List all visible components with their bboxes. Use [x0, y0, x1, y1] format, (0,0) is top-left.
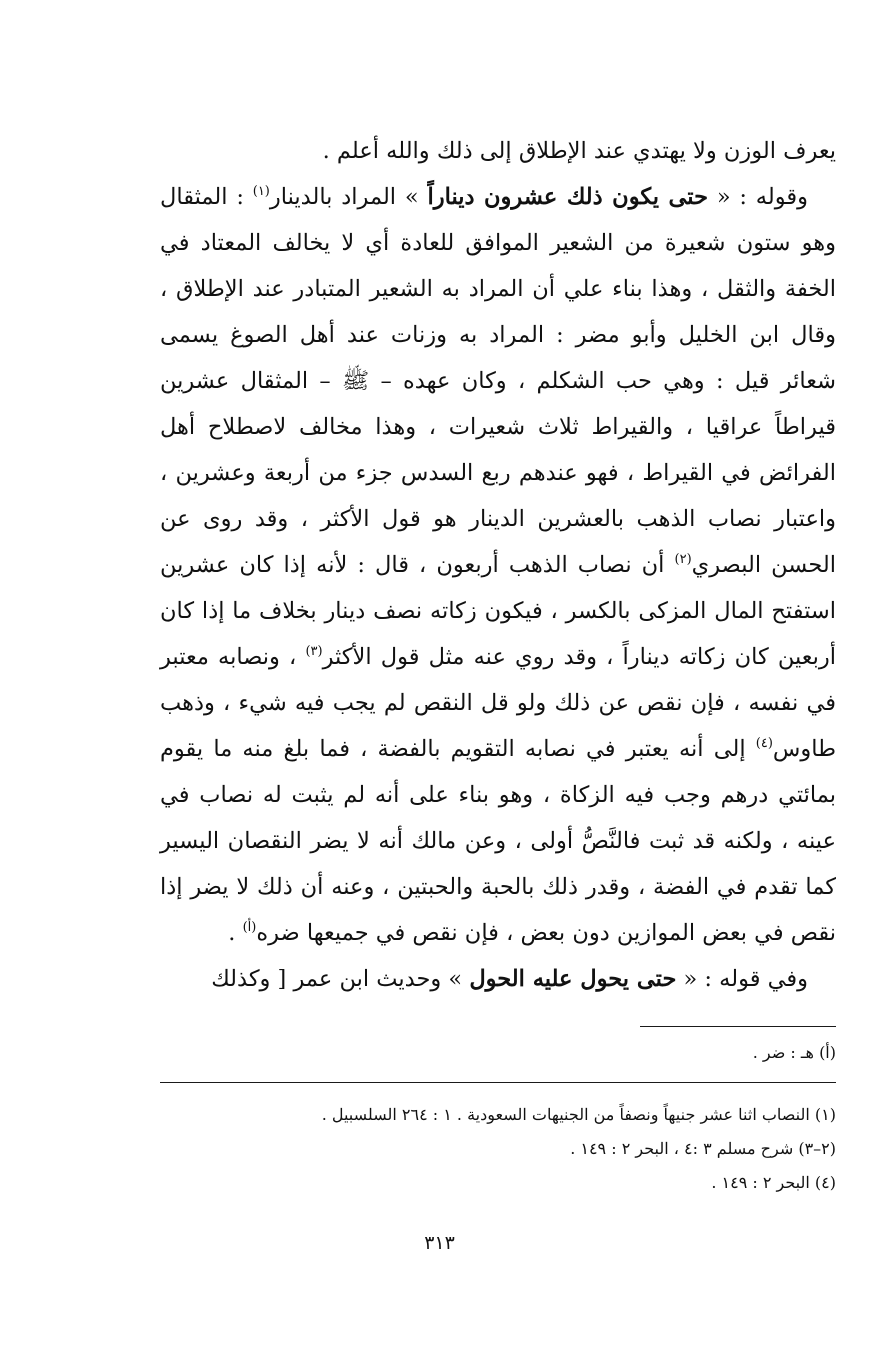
paragraph-1-text: يعرف الوزن ولا يهتدي عند الإطلاق إلى ذلك والله أعلم .	[322, 138, 836, 164]
main-text	[160, 128, 836, 1002]
footnotes-divider	[160, 1082, 836, 1083]
paragraph-2	[160, 174, 836, 956]
quote-open: وقوله : «	[716, 184, 808, 210]
marginal-note-divider	[640, 1026, 836, 1027]
footnote-ref-1: (١)	[252, 184, 270, 199]
footnote-3: (٤) البحر ٢ : ١٤٩ .	[711, 1173, 836, 1192]
paragraph-2-text-a: : المثقال وهو ستون شعيرة من الشعير الموافق للعادة أي لا يخالف المعتاد في الخفة والثقل ، وهذا بناء علي أن المراد به الشعير المتبادر عند الإطلاق ، وقال ابن الخليل وأبو مضر : المراد به وزنات عند أهل الصوغ يسمى شعائر قيل : وهي حب الشكلم ، وكان عهده – ﷺ – المثقال عشرين قيراطاً عراقيا ، والقيراط ثلاث شعيرات ، وهذا مخالف لاصطلاح أهل الفرائض في القيراط ، فهو عندهم ربع السدس جزء من أربعة وعشرين ، واعتبار نصاب الذهب بالعشرين الدينار هو قول الأكثر ، وقد روى عن الحسن البصري	[160, 184, 836, 578]
footnote-2: (٢–٣) شرح مسلم ٣ :٤ ، البحر ٢ : ١٤٩ .	[570, 1139, 836, 1158]
marginal-note: (أ) هـ : ضر .	[752, 1043, 836, 1062]
quote-close: » المراد بالدينار	[269, 184, 419, 210]
paragraph-2-end: .	[228, 920, 236, 946]
paragraph-1	[160, 128, 836, 174]
footnote-ref-4: (٤)	[755, 736, 773, 751]
paragraph-3-text: » وحديث ابن عمر [ وكذلك	[211, 966, 463, 992]
paragraph-2-text-b: أن نصاب الذهب أربعون ، قال : لأنه إذا كان عشرين استفتح المال المزكى بالكسر ، فيكون زكاته نصف دينار بخلاف ما إذا كان أربعين كان زكاته ديناراً ، وقد روي عنه مثل قول الأكثر	[160, 552, 837, 670]
footnote-1: (١) النصاب اثنا عشر جنيهاً ونصفاً من الجنيهات السعودية . ١ : ٢٦٤ السلسبيل .	[321, 1105, 836, 1124]
paragraph-2-text-c: ، ونصابه معتبر في نفسه ، فإن نقص عن ذلك ولو قل النقص لم يجب فيه شيء ، وذهب طاوس	[160, 644, 837, 762]
page-number: ٣١٣	[424, 1232, 455, 1254]
marginal-note-ref: (أ)	[242, 920, 257, 935]
footnote-ref-2: (٢)	[674, 552, 692, 567]
footnote-ref-3: (٣)	[305, 644, 323, 659]
paragraph-2-text-d: إلى أنه يعتبر في نصابه التقويم بالفضة ، فما بلغ منه ما يقوم بمائتي درهم وجب فيه الزكاة ، وهو بناء على أنه لم يثبت له نصاب في عينه ، ولكنه قد ثبت فالنَّصُّ أولى ، وعن مالك أنه لا يضر النقصان اليسير كما تقدم في الفضة ، وقدر ذلك بالحبة والحبتين ، وعنه أن ذلك لا يضر إذا نقص في بعض الموازين دون بعض ، فإن نقص في جميعها ضره	[160, 736, 836, 946]
hadith-quote-2: حتى يحول عليه الحول	[469, 966, 677, 992]
quote-open-2: وفي قوله : «	[683, 966, 808, 992]
paragraph-3	[160, 956, 836, 1002]
hadith-quote-1: حتى يكون ذلك عشرون ديناراً	[427, 184, 708, 210]
